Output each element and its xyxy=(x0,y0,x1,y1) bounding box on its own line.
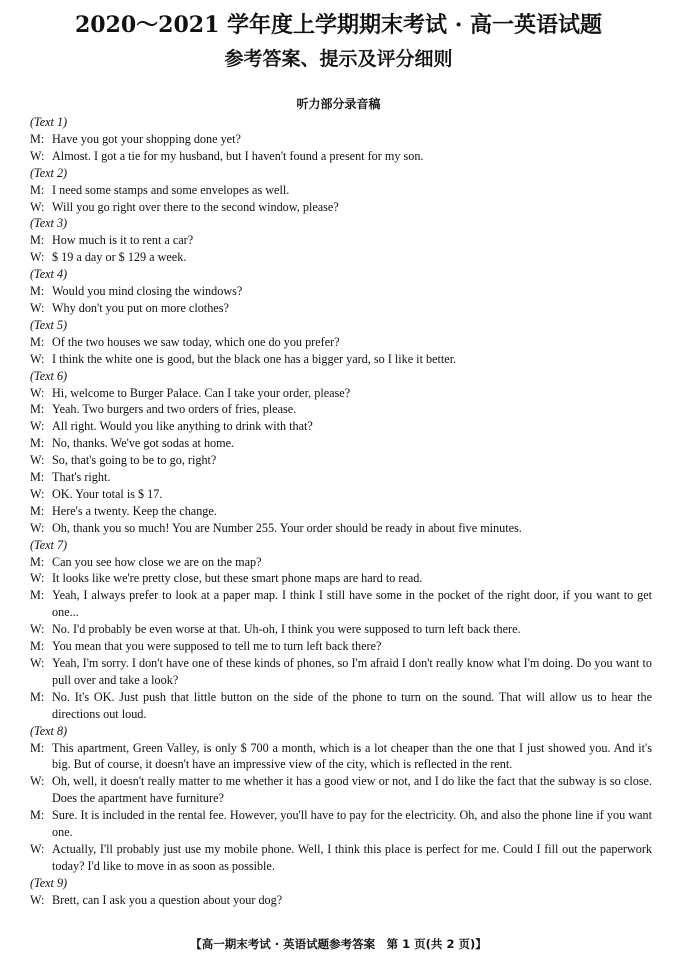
speaker-label: W: xyxy=(30,300,45,315)
dialogue-text: It looks like we're pretty close, but these smart phone maps are hard to read. xyxy=(52,571,423,586)
speaker-label: W: xyxy=(30,250,45,265)
text-header-label: (Text 5) xyxy=(30,317,68,332)
dialogue-text: So, that's going to be to go, right? xyxy=(52,453,217,468)
dialogue-text: I need some stamps and some envelopes as well. xyxy=(52,182,290,197)
speaker-label: W: xyxy=(30,486,45,501)
dialogue-text: That's right. xyxy=(52,470,111,485)
text-header xyxy=(30,114,652,131)
dialogue-text: All right. Would you like anything to drink with that? xyxy=(52,419,313,434)
dialogue-line xyxy=(30,232,652,249)
transcript xyxy=(30,114,652,909)
dialogue-line xyxy=(30,689,652,723)
speaker-label: M: xyxy=(30,402,45,417)
dialogue-text: Yeah, I always prefer to look at a paper map. I think I still have some in the pocket of the right door, if you want to get one... xyxy=(52,588,652,620)
dialogue-line xyxy=(30,334,652,351)
dialogue-line xyxy=(30,554,652,571)
speaker-label: M: xyxy=(30,470,45,485)
dialogue-line xyxy=(30,452,652,469)
text-header-label: (Text 6) xyxy=(30,368,68,383)
speaker-label: M: xyxy=(30,436,45,451)
dialogue-text: How much is it to rent a car? xyxy=(52,233,194,248)
dialogue-line xyxy=(30,503,652,520)
speaker-label: W: xyxy=(30,199,45,214)
text-header-label: (Text 4) xyxy=(30,267,68,282)
document-title: 2020～2021 学年度上学期期末考试 · 高一英语试题 xyxy=(74,12,603,38)
dialogue-text: Yeah. Two burgers and two orders of fries, please. xyxy=(52,402,297,417)
dialogue-line xyxy=(30,401,652,418)
dialogue-line xyxy=(30,283,652,300)
dialogue-line xyxy=(30,587,652,621)
page-footer: 【高一期末考试 · 英语试题参考答案 第 1 页(共 2 页)】 xyxy=(190,937,487,951)
dialogue-line xyxy=(30,621,652,638)
speaker-label: W: xyxy=(30,841,45,856)
dialogue-text: Oh, well, it doesn't really matter to me whether it has a good view or not, and I do like the fact that the subway is so close. Does the apartment have furniture? xyxy=(52,774,652,806)
text-header xyxy=(30,875,652,892)
dialogue-line xyxy=(30,199,652,216)
section-title: 听力部分录音稿 xyxy=(296,97,381,111)
dialogue-line xyxy=(30,351,652,368)
dialogue-text: $ 19 a day or $ 129 a week. xyxy=(52,250,187,265)
dialogue-line xyxy=(30,182,652,199)
dialogue-text: Will you go right over there to the second window, please? xyxy=(52,199,339,214)
text-header xyxy=(30,368,652,385)
dialogue-line xyxy=(30,418,652,435)
speaker-label: W: xyxy=(30,148,45,163)
text-header xyxy=(30,537,652,554)
speaker-label: M: xyxy=(30,233,45,248)
text-header-label: (Text 3) xyxy=(30,216,68,231)
text-header-label: (Text 1) xyxy=(30,115,68,129)
speaker-label: W: xyxy=(30,520,45,535)
speaker-label: M: xyxy=(30,182,45,197)
dialogue-line xyxy=(30,773,652,807)
dialogue-text: You mean that you were supposed to tell me to turn left back there? xyxy=(52,639,382,654)
dialogue-line xyxy=(30,249,652,266)
dialogue-text: Brett, can I ask you a question about your dog? xyxy=(52,892,283,907)
dialogue-text: Actually, I'll probably just use my mobile phone. Well, I think this place is perfect for me. Could I fill out the paperwork today? I'd like to move in as soon as possible. xyxy=(52,841,652,873)
speaker-label: M: xyxy=(30,284,45,299)
dialogue-line xyxy=(30,892,652,909)
text-header xyxy=(30,266,652,283)
dialogue-text: This apartment, Green Valley, is only $ 700 a month, which is a lot cheaper than the one that I just showed you. And it's big. But of course, it doesn't have an impressive view of the city, which is reflected in the rent. xyxy=(52,740,652,772)
speaker-label: M: xyxy=(30,808,45,823)
dialogue-text: Here's a twenty. Keep the change. xyxy=(52,503,217,518)
speaker-label: M: xyxy=(30,503,45,518)
dialogue-text: No. It's OK. Just push that little button on the side of the phone to turn on the sound. That will allow us to hear the directions out loud. xyxy=(52,689,652,721)
dialogue-line xyxy=(30,469,652,486)
dialogue-line xyxy=(30,807,652,841)
dialogue-line xyxy=(30,148,652,165)
dialogue-line xyxy=(30,300,652,317)
dialogue-line xyxy=(30,435,652,452)
speaker-label: W: xyxy=(30,385,45,400)
speaker-label: W: xyxy=(30,419,45,434)
dialogue-text: Have you got your shopping done yet? xyxy=(52,131,241,146)
dialogue-text: Sure. It is included in the rental fee. However, you'll have to pay for the electricity. Oh, and also the phone line if you want one. xyxy=(52,808,652,840)
dialogue-line xyxy=(30,385,652,402)
dialogue-line xyxy=(30,570,652,587)
text-header-label: (Text 7) xyxy=(30,537,68,552)
speaker-label: M: xyxy=(30,639,45,654)
speaker-label: W: xyxy=(30,571,45,586)
dialogue-line xyxy=(30,131,652,148)
text-header-label: (Text 2) xyxy=(30,165,68,180)
text-header-label: (Text 9) xyxy=(30,875,68,890)
dialogue-text: Almost. I got a tie for my husband, but I haven't found a present for my son. xyxy=(52,148,424,163)
text-header xyxy=(30,165,652,182)
speaker-label: W: xyxy=(30,622,45,637)
speaker-label: M: xyxy=(30,689,45,704)
dialogue-text: Yeah, I'm sorry. I don't have one of these kinds of phones, so I'm afraid I don't really know what I'm doing. Do you want to pull over and take a look? xyxy=(52,656,652,687)
speaker-label: M: xyxy=(30,334,45,349)
dialogue-line xyxy=(30,638,652,655)
dialogue-text: No. I'd probably be even worse at that. Uh-oh, I think you were supposed to turn left back there. xyxy=(52,622,521,637)
dialogue-line xyxy=(30,655,652,689)
dialogue-text: Why don't you put on more clothes? xyxy=(52,300,229,315)
text-header-label: (Text 8) xyxy=(30,723,68,738)
dialogue-text: Can you see how close we are on the map? xyxy=(52,554,262,569)
dialogue-text: Of the two houses we saw today, which one do you prefer? xyxy=(52,334,340,349)
dialogue-text: Hi, welcome to Burger Palace. Can I take your order, please? xyxy=(52,385,351,400)
dialogue-line xyxy=(30,841,652,875)
speaker-label: M: xyxy=(30,740,45,755)
speaker-label: W: xyxy=(30,774,45,789)
speaker-label: W: xyxy=(30,892,45,907)
speaker-label: M: xyxy=(30,554,45,569)
text-header xyxy=(30,215,652,232)
text-header xyxy=(30,723,652,740)
speaker-label: W: xyxy=(30,351,45,366)
dialogue-line xyxy=(30,740,652,774)
speaker-label: W: xyxy=(30,453,45,468)
speaker-label: W: xyxy=(30,656,45,670)
dialogue-text: I think the white one is good, but the black one has a bigger yard, so I like it better. xyxy=(52,351,457,366)
text-header xyxy=(30,317,652,334)
dialogue-line xyxy=(30,520,652,537)
dialogue-line xyxy=(30,486,652,503)
document-subtitle: 参考答案、提示及评分细则 xyxy=(224,48,453,70)
dialogue-text: No, thanks. We've got sodas at home. xyxy=(52,436,235,451)
dialogue-text: Would you mind closing the windows? xyxy=(52,284,243,299)
dialogue-text: Oh, thank you so much! You are Number 255. Your order should be ready in about five minutes. xyxy=(52,520,522,535)
dialogue-text: OK. Your total is $ 17. xyxy=(52,486,163,501)
speaker-label: M: xyxy=(30,131,45,146)
speaker-label: M: xyxy=(30,588,45,603)
